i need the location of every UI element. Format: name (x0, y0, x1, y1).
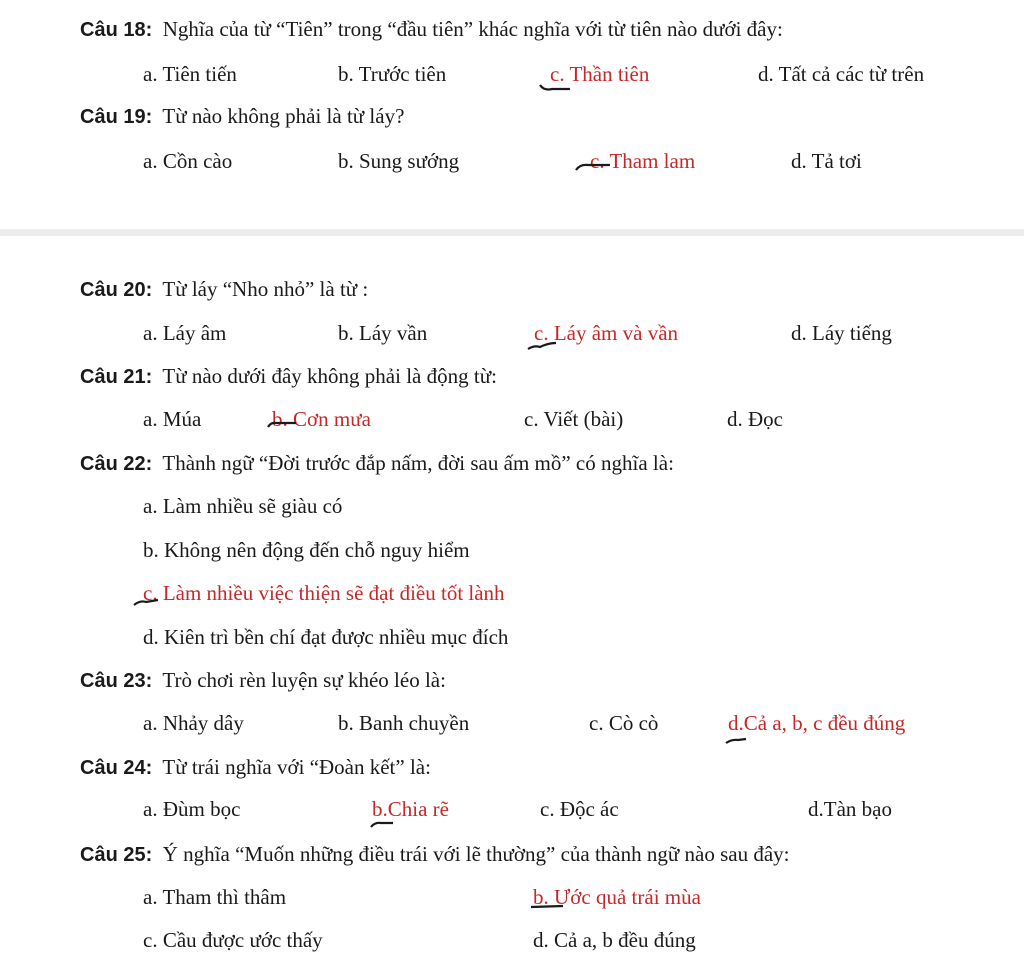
question-text: Từ nào dưới đây không phải là động từ: (162, 364, 497, 388)
question-24 (80, 755, 431, 780)
answer-option-b: b.Chia rẽ (372, 797, 449, 821)
question-text: Từ láy “Nho nhỏ” là từ : (162, 277, 369, 301)
answer-option-b: b. Ước quả trái mùa (533, 885, 701, 909)
answer-option-c: c. Láy âm và vần (534, 321, 679, 345)
option-b: b. Banh chuyền (338, 711, 470, 735)
question-number: Câu 20: (80, 279, 153, 301)
question-21 (80, 364, 497, 389)
option-a: a. Tham thì thâm (143, 885, 287, 909)
option-c: c. Độc ác (540, 797, 619, 821)
answer-option-d: d.Cả a, b, c đều đúng (728, 711, 906, 735)
question-23 (80, 668, 446, 693)
question-number: Câu 19: (80, 106, 153, 128)
answer-option-b: b. Cơn mưa (272, 407, 371, 431)
option-d: d. Tả tơi (791, 149, 862, 173)
option-b: b. Sung sướng (338, 149, 460, 173)
option-b: b. Trước tiên (338, 62, 447, 86)
option-a: a. Tiên tiến (143, 62, 237, 86)
question-text: Từ nào không phải là từ láy? (162, 104, 405, 128)
option-c: c. Cầu được ước thấy (143, 928, 323, 952)
question-20 (80, 277, 368, 302)
question-number: Câu 18: (80, 19, 153, 41)
question-number: Câu 22: (80, 453, 153, 475)
question-number: Câu 21: (80, 366, 153, 388)
option-a: a. Đùm bọc (143, 797, 241, 821)
question-19 (80, 104, 404, 129)
question-text: Thành ngữ “Đời trước đắp nấm, đời sau ấm mồ” có nghĩa là: (162, 451, 674, 475)
question-text: Ý nghĩa “Muốn những điều trái với lẽ thường” của thành ngữ nào sau đây: (162, 842, 790, 866)
question-number: Câu 25: (80, 844, 153, 866)
section-divider (0, 229, 1024, 236)
option-a: a. Láy âm (143, 321, 227, 345)
question-number: Câu 24: (80, 757, 153, 779)
question-18 (80, 17, 783, 42)
option-c: c. Cò cò (589, 711, 659, 735)
option-b: b. Không nên động đến chỗ nguy hiểm (143, 538, 470, 562)
option-a: a. Cồn cào (143, 149, 233, 173)
answer-option-c: c. Làm nhiều việc thiện sẽ đạt điều tốt lành (143, 581, 505, 605)
option-d: d. Láy tiếng (791, 321, 892, 345)
question-22 (80, 451, 674, 476)
option-b: b. Láy vần (338, 321, 428, 345)
option-d: d. Cả a, b đều đúng (533, 928, 696, 952)
option-a: a. Làm nhiều sẽ giàu có (143, 494, 343, 518)
answer-option-c: c. Thần tiên (550, 62, 650, 86)
question-25 (80, 842, 789, 867)
pen-mark (724, 735, 752, 747)
option-a: a. Nhảy dây (143, 711, 244, 735)
option-c: c. Viết (bài) (524, 407, 624, 431)
question-number: Câu 23: (80, 670, 153, 692)
option-a: a. Múa (143, 407, 202, 431)
question-text: Nghĩa của từ “Tiên” trong “đầu tiên” khác nghĩa với từ tiên nào dưới đây: (162, 17, 783, 41)
question-text: Trò chơi rèn luyện sự khéo léo là: (162, 668, 446, 692)
option-d: d.Tàn bạo (808, 797, 892, 821)
answer-option-c: c. Tham lam (590, 149, 696, 173)
question-text: Từ trái nghĩa với “Đoàn kết” là: (162, 755, 431, 779)
option-d: d. Kiên trì bền chí đạt được nhiều mục đích (143, 625, 509, 649)
option-d: d. Đọc (727, 407, 783, 431)
option-d: d. Tất cả các từ trên (758, 62, 925, 86)
